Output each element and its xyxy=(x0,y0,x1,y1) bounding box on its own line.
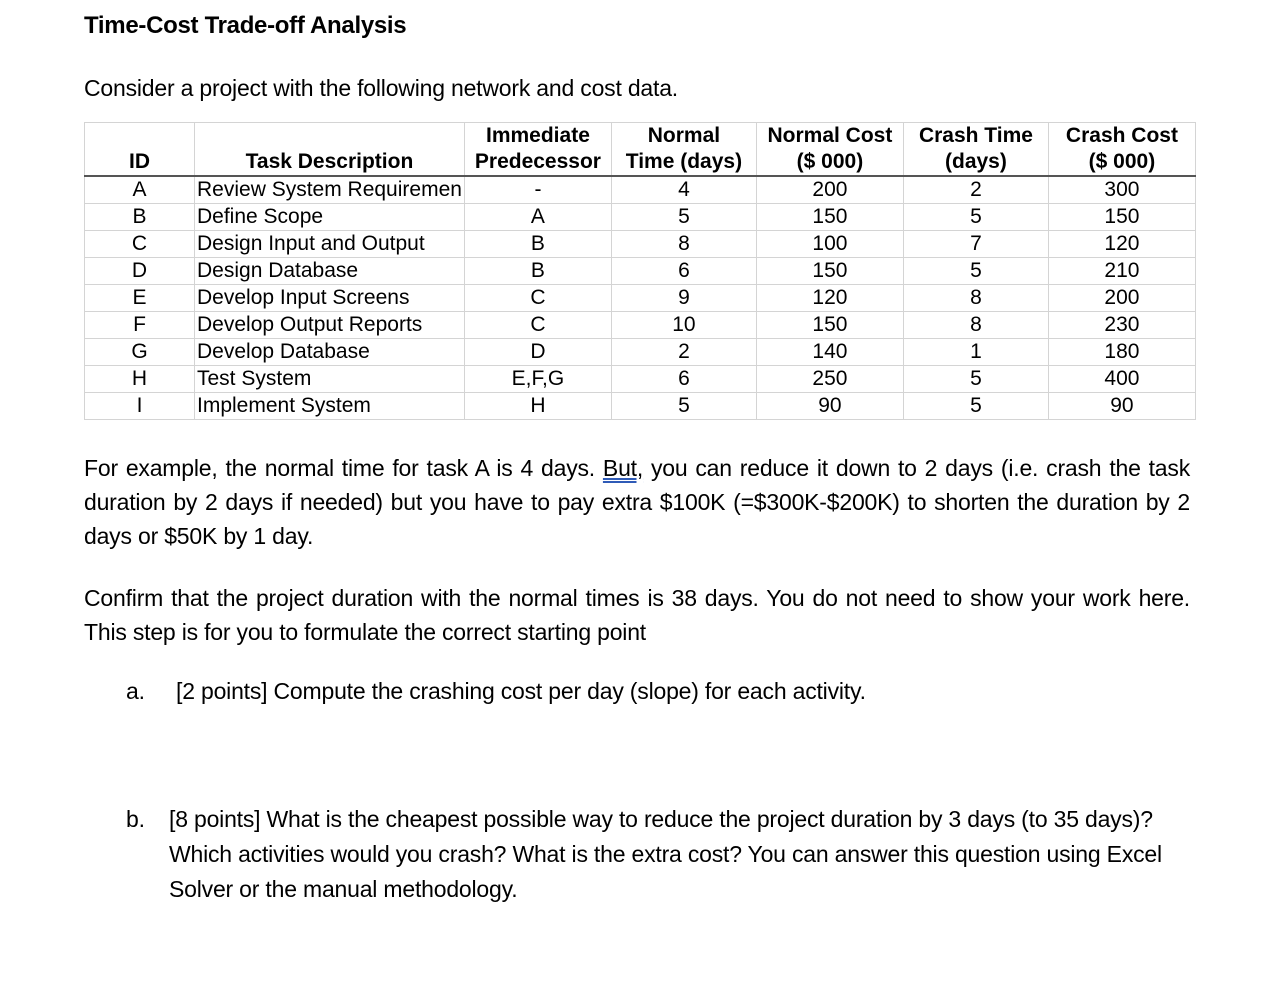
cell-normal-cost: 140 xyxy=(756,339,903,366)
example-text-before: For example, the normal time for task A is 4 days. xyxy=(84,455,603,481)
table-row xyxy=(85,204,1196,231)
example-text-after: you can reduce it down to 2 days (i.e. crash the task duration by 2 days if needed) but you have to pay extra $100K (=$300K-$200K) to shorten the duration by 2 days or $50K by 1 day. xyxy=(84,455,1191,549)
cell-id: I xyxy=(85,393,195,420)
cell-crash-time: 8 xyxy=(903,312,1048,339)
header-task-description: Task Description xyxy=(195,123,465,177)
cell-normal-time: 8 xyxy=(611,231,756,258)
cell-predecessor: C xyxy=(464,285,611,312)
cell-normal-time: 9 xyxy=(611,285,756,312)
cell-id: B xyxy=(85,204,195,231)
example-underlined-word: But, xyxy=(602,455,644,481)
cell-normal-cost: 250 xyxy=(756,366,903,393)
cell-description: Develop Database xyxy=(195,339,465,366)
table-row xyxy=(85,393,1196,420)
cell-id: E xyxy=(85,285,195,312)
cell-normal-cost: 150 xyxy=(756,204,903,231)
cell-description: Design Database xyxy=(195,258,465,285)
cell-crash-cost: 210 xyxy=(1048,258,1195,285)
cell-normal-time: 2 xyxy=(611,339,756,366)
cell-normal-time: 5 xyxy=(611,393,756,420)
question-a-label: a. xyxy=(126,678,145,704)
table-row xyxy=(85,285,1196,312)
header-immediate-predecessor: Immediate Predecessor xyxy=(464,123,611,177)
cell-predecessor: C xyxy=(464,312,611,339)
cell-normal-time: 6 xyxy=(611,366,756,393)
question-b-label: b. xyxy=(126,806,145,832)
cell-predecessor: H xyxy=(464,393,611,420)
cell-description: Review System Requiremen xyxy=(195,176,465,204)
cell-crash-cost: 120 xyxy=(1048,231,1195,258)
cell-normal-cost: 150 xyxy=(756,312,903,339)
cell-id: F xyxy=(85,312,195,339)
cell-id: C xyxy=(85,231,195,258)
project-data-table xyxy=(84,122,1196,420)
example-paragraph xyxy=(84,451,1190,553)
cell-crash-time: 7 xyxy=(903,231,1048,258)
table-row xyxy=(85,176,1196,204)
cell-crash-time: 5 xyxy=(903,204,1048,231)
cell-description: Design Input and Output xyxy=(195,231,465,258)
cell-description: Test System xyxy=(195,366,465,393)
cell-id: A xyxy=(85,176,195,204)
cell-normal-time: 5 xyxy=(611,204,756,231)
cell-id: G xyxy=(85,339,195,366)
question-a xyxy=(126,678,866,705)
cell-crash-cost: 230 xyxy=(1048,312,1195,339)
cell-normal-cost: 200 xyxy=(756,176,903,204)
cell-crash-time: 2 xyxy=(903,176,1048,204)
cell-predecessor: B xyxy=(464,231,611,258)
table-row xyxy=(85,258,1196,285)
cell-predecessor: B xyxy=(464,258,611,285)
cell-normal-cost: 90 xyxy=(756,393,903,420)
cell-normal-time: 4 xyxy=(611,176,756,204)
question-b-text: [8 points] What is the cheapest possible way to reduce the project duration by 3 days (to 35 days)? Which activities would you crash? What is the extra cost? You can answer this question using Excel Solver or the manual methodology. xyxy=(169,806,1162,902)
cell-crash-cost: 200 xyxy=(1048,285,1195,312)
header-crash-cost: Crash Cost ($ 000) xyxy=(1048,123,1195,177)
table-row xyxy=(85,231,1196,258)
cell-normal-time: 10 xyxy=(611,312,756,339)
cell-crash-cost: 300 xyxy=(1048,176,1195,204)
table-row xyxy=(85,339,1196,366)
cell-normal-time: 6 xyxy=(611,258,756,285)
cell-description: Define Scope xyxy=(195,204,465,231)
cell-predecessor: - xyxy=(464,176,611,204)
table-row xyxy=(85,366,1196,393)
page-title: Time-Cost Trade-off Analysis xyxy=(84,12,407,39)
cell-id: D xyxy=(85,258,195,285)
cell-description: Develop Output Reports xyxy=(195,312,465,339)
cell-crash-time: 5 xyxy=(903,393,1048,420)
cell-crash-time: 8 xyxy=(903,285,1048,312)
cell-predecessor: A xyxy=(464,204,611,231)
cell-predecessor: D xyxy=(464,339,611,366)
question-b xyxy=(126,802,1190,907)
question-a-text: [2 points] Compute the crashing cost per day (slope) for each activity. xyxy=(176,678,866,704)
cell-crash-cost: 400 xyxy=(1048,366,1195,393)
cell-crash-cost: 90 xyxy=(1048,393,1195,420)
header-id: ID xyxy=(85,123,195,177)
cell-normal-cost: 120 xyxy=(756,285,903,312)
cell-normal-cost: 150 xyxy=(756,258,903,285)
table-row xyxy=(85,312,1196,339)
cell-description: Implement System xyxy=(195,393,465,420)
cell-crash-time: 5 xyxy=(903,258,1048,285)
table-header-row xyxy=(85,123,1196,177)
cell-crash-time: 5 xyxy=(903,366,1048,393)
header-normal-time: Normal Time (days) xyxy=(611,123,756,177)
cell-description: Develop Input Screens xyxy=(195,285,465,312)
cell-crash-cost: 180 xyxy=(1048,339,1195,366)
header-normal-cost: Normal Cost ($ 000) xyxy=(756,123,903,177)
cell-predecessor: E,F,G xyxy=(464,366,611,393)
cell-id: H xyxy=(85,366,195,393)
intro-text: Consider a project with the following network and cost data. xyxy=(84,75,678,101)
header-crash-time: Crash Time (days) xyxy=(903,123,1048,177)
cell-crash-cost: 150 xyxy=(1048,204,1195,231)
cell-crash-time: 1 xyxy=(903,339,1048,366)
cell-normal-cost: 100 xyxy=(756,231,903,258)
confirm-paragraph: Confirm that the project duration with the normal times is 38 days. You do not need to show your work here. This step is for you to formulate the correct starting point xyxy=(84,585,1190,645)
